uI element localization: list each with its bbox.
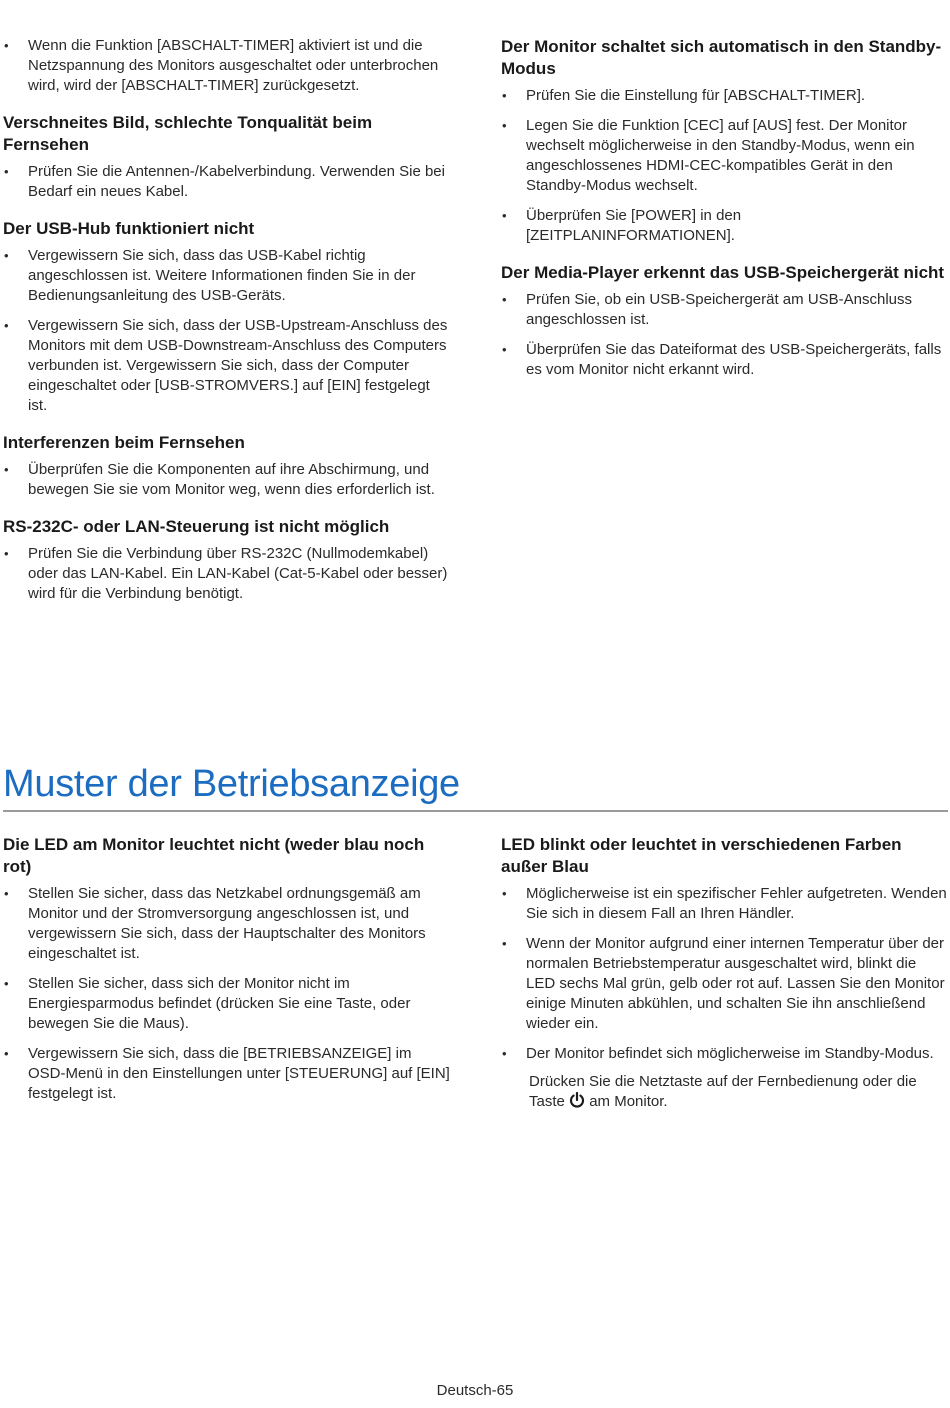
- list-item: [3, 36, 451, 96]
- section-snowy-picture: [3, 112, 451, 202]
- section-media-player-usb: [501, 262, 949, 380]
- list-item-text: Prüfen Sie, ob ein USB-Speichergerät am USB-Anschluss angeschlossen ist.: [526, 291, 913, 328]
- list-item-text: Prüfen Sie die Verbindung über RS-232C (Nullmodemkabel) oder das LAN-Kabel. Ein LAN-Kabel (Cat-5-Kabel oder besser) wird für die Verbindung benötigt.: [28, 545, 448, 602]
- title-divider: [3, 810, 948, 812]
- page-title-block: [3, 760, 948, 812]
- bullet: •: [4, 1046, 9, 1061]
- left-column-bottom: [3, 834, 451, 1120]
- standby-note: [501, 1072, 949, 1112]
- section-heading: Die LED am Monitor leuchtet nicht (weder blau noch rot): [3, 835, 425, 876]
- power-icon: [569, 1092, 585, 1108]
- bullet-list: [3, 460, 451, 500]
- bullet-list: [3, 884, 451, 1104]
- list-item: [3, 162, 451, 202]
- bullet-list: [501, 884, 949, 1064]
- section-heading: LED blinkt oder leuchtet in verschiedenen Farben außer Blau: [501, 835, 902, 876]
- bullet-list: [501, 290, 949, 380]
- list-item-text: Der Monitor befindet sich möglicherweise im Standby-Modus.: [526, 1045, 934, 1062]
- section-led-blinks: [501, 834, 949, 1112]
- list-item-text: Prüfen Sie die Antennen-/Kabelverbindung. Verwenden Sie bei Bedarf ein neues Kabel.: [28, 163, 445, 200]
- bullet: •: [502, 1046, 507, 1061]
- bullet: •: [4, 546, 9, 561]
- list-item-text: Möglicherweise ist ein spezifischer Fehler aufgetreten. Wenden Sie sich in diesem Fall an Ihren Händler.: [526, 885, 947, 922]
- bullet: •: [4, 164, 9, 179]
- bullet: •: [4, 248, 9, 263]
- list-item: [3, 316, 451, 416]
- list-item-text: Vergewissern Sie sich, dass der USB-Upstream-Anschluss des Monitors mit dem USB-Downstream-Anschluss des Computers verbunden ist. Vergewissern Sie sich, dass der Computer eingeschaltet oder [USB-STROMVERS.] auf [EIN] festgelegt ist.: [28, 317, 448, 414]
- list-item: [3, 544, 451, 604]
- intro-list: [3, 36, 451, 96]
- bullet-list: [501, 86, 949, 246]
- bullet: •: [4, 886, 9, 901]
- bullet-list: [3, 162, 451, 202]
- section-auto-standby: [501, 36, 949, 246]
- section-led-off: [3, 834, 451, 1104]
- list-item: [501, 340, 949, 380]
- list-item: [501, 934, 949, 1034]
- list-item: [3, 246, 451, 306]
- note-text-end: am Monitor.: [589, 1093, 668, 1110]
- section-usb-hub: [3, 218, 451, 416]
- bullet: •: [502, 118, 507, 133]
- list-item-text: Wenn die Funktion [ABSCHALT-TIMER] aktiviert ist und die Netzspannung des Monitors ausgeschaltet oder unterbrochen wird, wird der [ABSCHALT-TIMER] zurückgesetzt.: [28, 37, 439, 94]
- bullet-list: [3, 246, 451, 416]
- bullet: •: [4, 462, 9, 477]
- list-item-text: Überprüfen Sie [POWER] in den [ZEITPLANINFORMATIONEN].: [526, 207, 742, 244]
- left-column-top: [3, 36, 451, 620]
- list-item: [501, 1044, 949, 1064]
- bullet: •: [502, 88, 507, 103]
- bullet: •: [502, 208, 507, 223]
- section-tv-interference: [3, 432, 451, 500]
- list-item: [501, 884, 949, 924]
- section-heading: Der USB-Hub funktioniert nicht: [3, 219, 255, 238]
- page-number: Deutsch-65: [436, 1382, 514, 1399]
- list-item-text: Überprüfen Sie das Dateiformat des USB-Speichergeräts, falls es vom Monitor nicht erkannt wird.: [526, 341, 942, 378]
- bullet: •: [502, 342, 507, 357]
- intro-section: [3, 36, 451, 96]
- bullet: •: [502, 292, 507, 307]
- bullet: •: [502, 886, 507, 901]
- list-item-text: Vergewissern Sie sich, dass das USB-Kabel richtig angeschlossen ist. Weitere Informationen finden Sie in der Bedienungsanleitung des USB-Geräts.: [28, 247, 416, 304]
- bullet: •: [4, 976, 9, 991]
- list-item: [3, 884, 451, 964]
- section-heading: Der Media-Player erkennt das USB-Speichergerät nicht: [501, 263, 945, 282]
- section-heading: Der Monitor schaltet sich automatisch in den Standby-Modus: [501, 37, 942, 78]
- bullet-list: [3, 544, 451, 604]
- right-column-bottom: [501, 834, 949, 1128]
- right-column-top: [501, 36, 949, 396]
- list-item: [501, 116, 949, 196]
- list-item: [3, 460, 451, 500]
- section-rs232c-lan: [3, 516, 451, 604]
- list-item: [501, 206, 949, 246]
- list-item-text: Wenn der Monitor aufgrund einer internen Temperatur über der normalen Betriebstemperatur ausgeschaltet wird, blinkt die LED sechs Mal grün, gelb oder rot auf. Lassen Sie den Monitor einige Minuten abkühlen, und schalten Sie ihn anschließend wieder ein.: [526, 935, 945, 1032]
- list-item-text: Vergewissern Sie sich, dass die [BETRIEBSANZEIGE] im OSD-Menü in den Einstellungen unter [STEUERUNG] auf [EIN] festgelegt ist.: [28, 1045, 450, 1102]
- list-item: [501, 290, 949, 330]
- list-item-text: Prüfen Sie die Einstellung für [ABSCHALT-TIMER].: [526, 87, 866, 104]
- bullet: •: [502, 936, 507, 951]
- bullet: •: [4, 38, 9, 53]
- list-item-text: Legen Sie die Funktion [CEC] auf [AUS] fest. Der Monitor wechselt möglicherweise in den Standby-Modus, wenn ein angeschlossenes HDMI-CEC-kompatibles Gerät in den Standby-Modus wechselt.: [526, 117, 915, 194]
- list-item: [3, 974, 451, 1034]
- page-title: Muster der Betriebsanzeige: [3, 763, 460, 805]
- list-item-text: Überprüfen Sie die Komponenten auf ihre Abschirmung, und bewegen Sie sie vom Monitor weg, wenn dies erforderlich ist.: [28, 461, 435, 498]
- section-heading: RS-232C- oder LAN-Steuerung ist nicht möglich: [3, 517, 390, 536]
- list-item-text: Stellen Sie sicher, dass sich der Monitor nicht im Energiesparmodus befindet (drücken Sie eine Taste, oder bewegen Sie die Maus).: [28, 975, 411, 1032]
- bullet: •: [4, 318, 9, 333]
- note-text: Drücken Sie die Netztaste auf der Fernbedienung oder die Taste: [529, 1073, 917, 1110]
- section-heading: Verschneites Bild, schlechte Tonqualität beim Fernsehen: [3, 113, 373, 154]
- list-item-text: Stellen Sie sicher, dass das Netzkabel ordnungsgemäß am Monitor und der Stromversorgung angeschlossen ist, und vergewissern Sie sich, dass der Hauptschalter des Monitors eingeschaltet ist.: [28, 885, 426, 962]
- list-item: [501, 86, 949, 106]
- list-item: [3, 1044, 451, 1104]
- section-heading: Interferenzen beim Fernsehen: [3, 433, 245, 452]
